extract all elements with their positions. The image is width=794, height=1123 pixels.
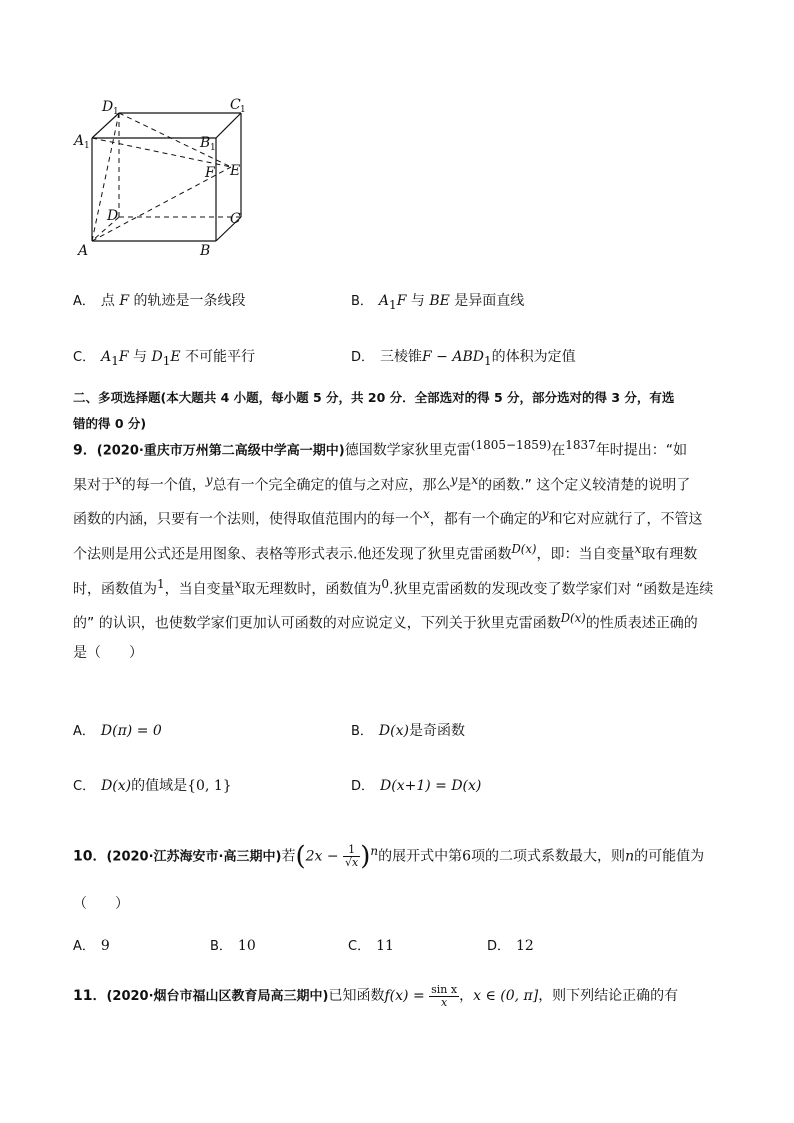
q9-line-4: 个法则是用公式还是用图象、表格等形式表示.他还发现了狄里克雷函数$^{D(x)}$，即：当自变量$^x$取有理数: [73, 541, 698, 563]
q9-line-2: 果对于$^x$的每一个值，$^y$总有一个完全确定的值与之对应，那么$^y$是$^x$的函数.” 这个定义较清楚的说明了: [73, 472, 691, 494]
label-a1-sub: 1: [84, 141, 90, 151]
label-d1-sub: 1: [113, 107, 119, 117]
q8-option-d[interactable]: D． 三棱锥$F - ABD_1$的体积为定值: [351, 349, 576, 368]
q9-option-c[interactable]: C． D(x)的值域是{0, 1}: [73, 778, 232, 794]
q8-option-a[interactable]: A． 点 F 的轨迹是一条线段: [73, 293, 246, 309]
q11-fraction: $\frac{\text{sin x}}{x}$: [431, 982, 458, 1009]
label-b1: B: [200, 135, 211, 151]
label-d: D: [107, 208, 119, 224]
q10-fraction: $\frac{1}{√x}$: [345, 843, 359, 870]
q9-line-7: 是（ ）: [73, 644, 143, 661]
q9-line-3: 函数的内涵，只要有一个法则，使得取值范围内的每一个$^x$，都有一个确定的$^y$和它对应就行了，不管这: [73, 507, 703, 528]
section-line-2: 错的得 0 分): [73, 416, 147, 431]
label-c1-sub: 1: [240, 105, 246, 115]
q10-stem: [73, 833, 733, 919]
label-c: C: [230, 211, 241, 227]
label-b1-sub: 1: [210, 143, 216, 153]
label-d1: D: [102, 99, 114, 115]
q11-stem: 11．(2020·烟台市福山区教育局高三期中)已知函数f(x) = $\frac{\text{sin x}}{x}$ ，x ∈ (0, π]，则下列结论正确的有: [73, 982, 679, 1009]
q9-option-a[interactable]: A． D(π) = 0: [73, 723, 162, 739]
q9-line-5: 时，函数值为$^1$，当自变量$^x$取无理数时，函数值为$^0$.狄里克雷函数的发现改变了数学家们对 “函数是连续: [73, 576, 714, 598]
label-c1: C: [230, 97, 241, 113]
cube-figure: [60, 95, 260, 265]
q10-option-b[interactable]: B． 10: [210, 938, 256, 954]
label-f: F: [205, 165, 215, 181]
q9-line-1: 9．(2020·重庆市万州第二高级中学高一期中)德国数学家狄里克雷$^{(1805-1859)}$在$^{1837}$年时提出：“如: [73, 438, 688, 459]
q9-option-d[interactable]: D． D(x+1) = D(x): [351, 778, 482, 794]
q9-line-6: 的” 的认识，也使数学家们更加认可函数的对应说定义，下列关于狄里克雷函数$^{D(x)}$的性质表述正确的: [73, 611, 698, 632]
q9-stem: [73, 431, 733, 668]
label-a: A: [78, 243, 89, 259]
q10-option-d[interactable]: D． 12: [487, 938, 534, 954]
q10-line-2: （ ）: [73, 895, 129, 912]
section-line-1: 二、多项选择题(本大题共 4 小题，每小题 5 分，共 20 分．全部选对的得 5 分，部分选对的得 3 分，有选: [73, 390, 675, 405]
q10-option-c[interactable]: C． 11: [348, 938, 394, 954]
q8-option-c[interactable]: C． $A_1F$ 与 $D_1E$ 不可能平行: [73, 349, 256, 368]
label-b: B: [200, 243, 211, 259]
q10-option-a[interactable]: A． 9: [73, 938, 110, 954]
section-heading: [73, 385, 733, 437]
q9-option-b[interactable]: B． D(x)是奇函数: [351, 723, 465, 739]
q10-line-1: 10．(2020·江苏海安市·高三期中)若(2x − $\frac{1}{√x}$ )$^n$的展开式中第6项的二项式系数最大，则n的可能值为: [73, 841, 705, 872]
label-e: E: [230, 163, 241, 179]
q8-option-b[interactable]: B． $A_1F$ 与 BE 是异面直线: [351, 293, 525, 312]
label-a1: A: [74, 133, 85, 149]
